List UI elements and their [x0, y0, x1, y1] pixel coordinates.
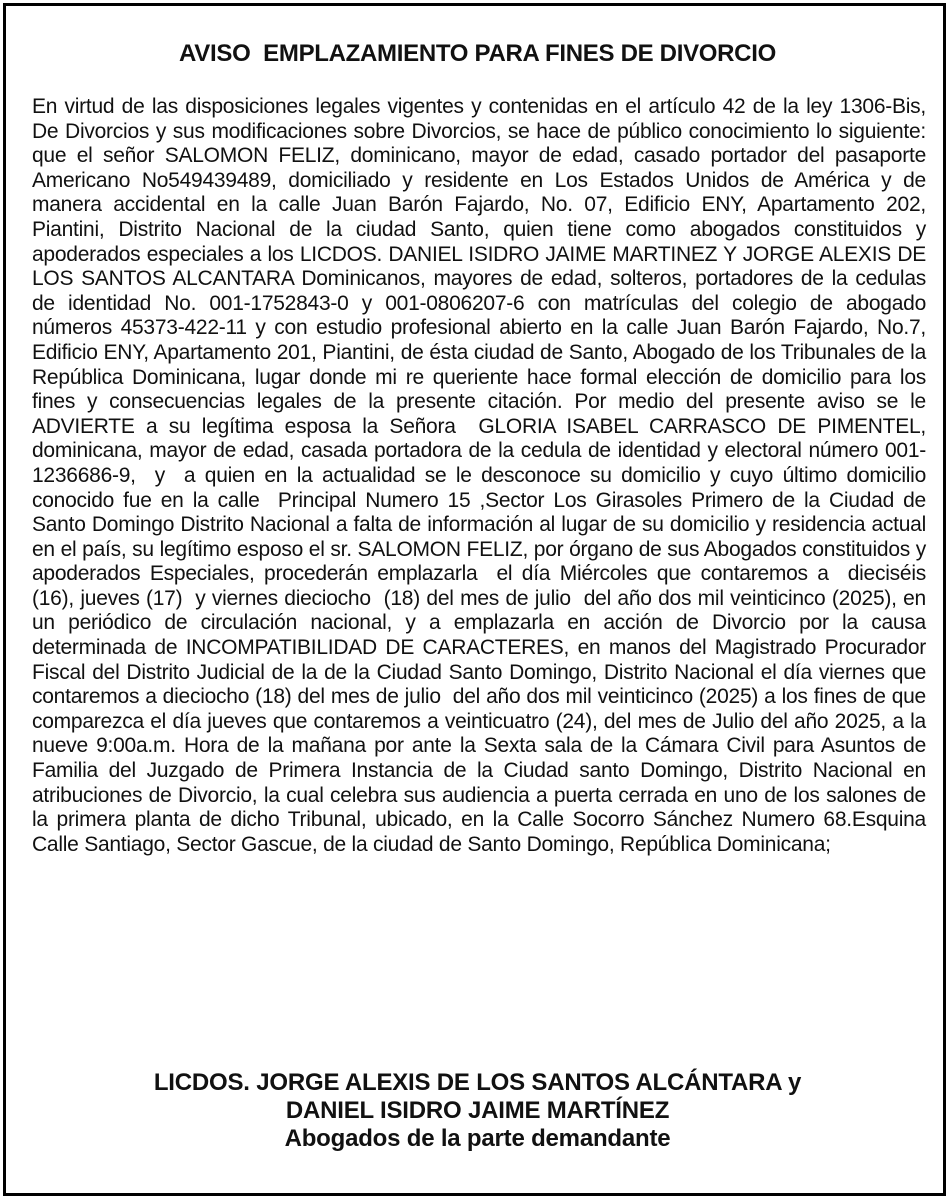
notice-body: En virtud de las disposiciones legales vigentes y contenidas en el artículo 42 de la ley 1306-Bis, De Divorcios y sus modificaciones sobre Divorcios, se hace de público conocimiento lo siguiente: que el señor SALOMON FELIZ, dominicano, mayor de edad, casado portador del pasaporte Americano No549439489, domiciliado y residente en Los Estados Unidos de América y de manera accidental en la calle Juan Barón Fajardo, No. 07, Edificio ENY, Apartamento 202, Piantini, Distrito Nacional de la ciudad Santo, quien tiene como abogados constituidos y apoderados especiales a los LICDOS. DANIEL ISIDRO JAIME MARTINEZ Y JORGE ALEXIS DE LOS SANTOS ALCANTARA Dominicanos, mayores de edad, solteros, portadores de la cedulas de identidad No. 001-1752843-0 y 001-0806207-6 con matrículas del colegio de abogado números 45373-422-11 y con estudio profesional abierto en la calle Juan Barón Fajardo, No.7, Edificio ENY, Apartamento 201, Piantini, de ésta ciudad de Santo, Abogado de los Tribunales de la República Dominicana, lugar donde mi re queriente hace formal elección de domicilio para los fines y consecuencias legales de la presente citación. Por medio del presente aviso se le ADVIERTE a su legítima esposa la Señora GLORIA ISABEL CARRASCO DE PIMENTEL, dominicana, mayor de edad, casada portadora de la cedula de identidad y electoral número 001-1236686-9, y a quien en la actualidad se le desconoce su domicilio y cuyo último domicilio conocido fue en la calle Principal Numero 15 ,Sector Los Girasoles Primero de la Ciudad de Santo Domingo Distrito Nacional a falta de información al lugar de su domicilio y residencia actual en el país, su legítimo esposo el sr. SALOMON FELIZ, por órgano de sus Abogados constituidos y apoderados Especiales, procederán emplazarla el día Miércoles que contaremos a dieciséis (16), jueves (17) y viernes dieciocho (18) del mes de julio del año dos mil veinticinco (2025), en un periódico de circulación nacional, y a emplazarla en acción de Divorcio por la causa determinada de INCOMPATIBILIDAD DE CARACTERES, en manos del Magistrado Procurador Fiscal del Distrito Judicial de la de la Ciudad Santo Domingo, Distrito Nacional el día viernes que contaremos a dieciocho (18) del mes de julio del año dos mil veinticinco (2025) a los fines de que comparezca el día jueves que contaremos a veinticuatro (24), del mes de Julio del año 2025, a la nueve 9:00a.m. Hora de la mañana por ante la Sexta sala de la Cámara Civil para Asuntos de Familia del Juzgado de Primera Instancia de la Ciudad santo Domingo, Distrito Nacional en atribuciones de Divorcio, la cual celebra sus audiencia a puerta cerrada en uno de los salones de la primera planta de dicho Tribunal, ubicado, en la Calle Socorro Sánchez Numero 68.Esquina Calle Santiago, Sector Gascue, de la ciudad de Santo Domingo, República Dominicana;	[32, 95, 938, 856]
signature-attorneys-line-1: LICDOS. JORGE ALEXIS DE LOS SANTOS ALCÁNTARA y	[153, 1069, 802, 1096]
notice-border	[3, 3, 946, 1196]
signature-block	[6, 1069, 949, 1153]
signature-role: Abogados de la parte demandante	[284, 1125, 671, 1152]
notice-title: AVISO EMPLAZAMIENTO PARA FINES DE DIVORCIO	[179, 40, 776, 67]
signature-attorneys-line-2: DANIEL ISIDRO JAIME MARTÍNEZ	[285, 1097, 670, 1124]
